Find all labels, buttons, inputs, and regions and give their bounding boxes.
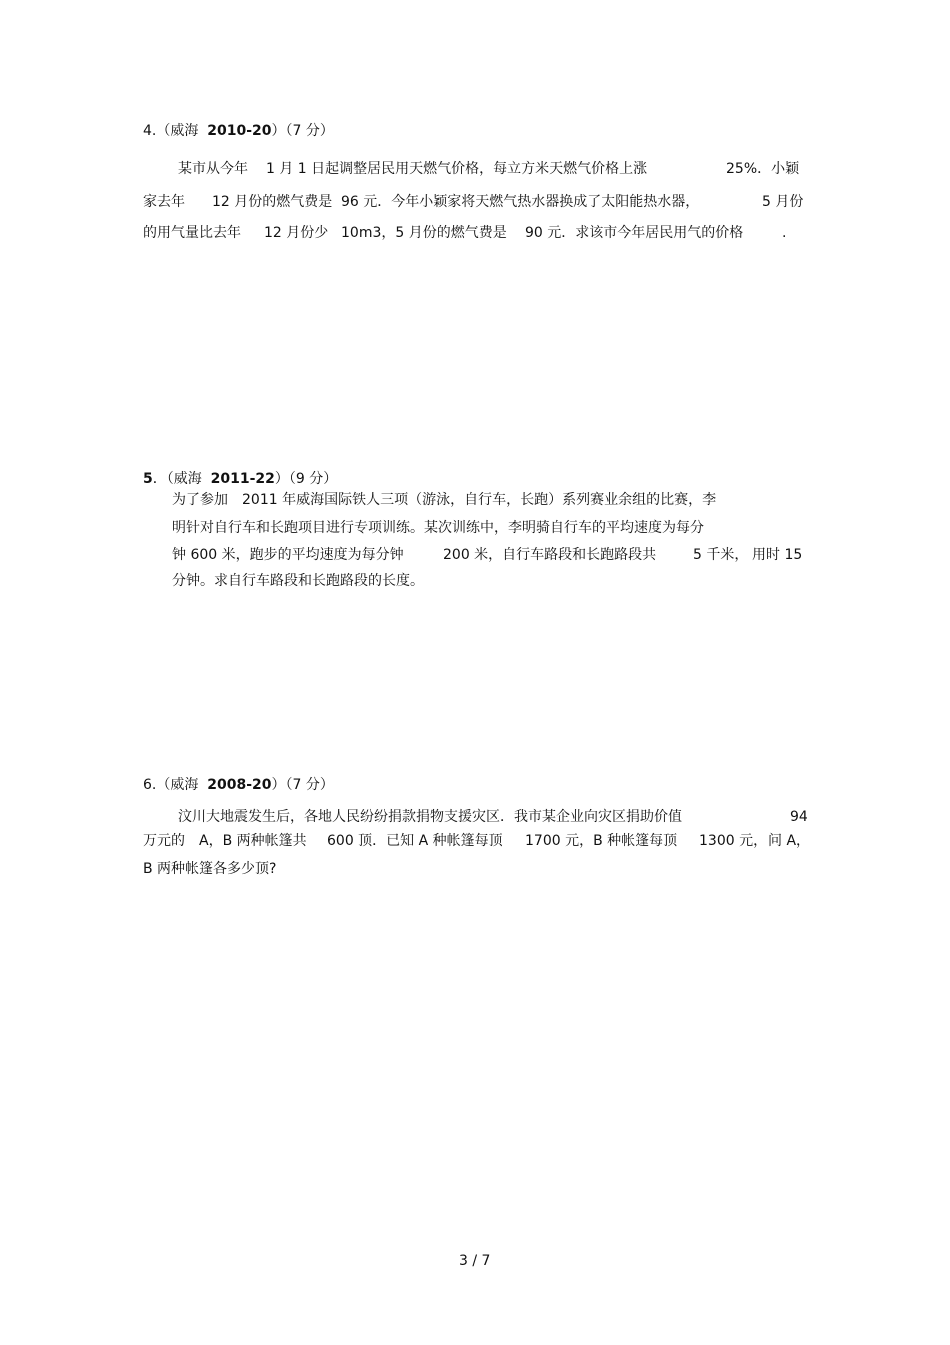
q4-line3a: 的用气量比去年 <box>143 225 241 241</box>
q5-line3c: 5 千米， <box>693 547 749 563</box>
q6-line2c: 600 顶．已知 A 种帐篷每顶 <box>327 833 503 849</box>
q4-line2d: 5 月份 <box>762 194 804 210</box>
q5-header <box>143 470 337 488</box>
q4-line3c: 10m3，5 月份的燃气费是 <box>341 225 507 241</box>
q6-line1a: 汶川大地震发生后，各地人民纷纷捐款捐物支援灾区．我市某企业向灾区捐助价值 <box>178 809 682 825</box>
q5-line1: 为了参加 2011 年威海国际铁人三项（游泳，自行车，长跑）系列赛业余组的比赛，李 <box>172 492 717 508</box>
q6-source-close: ）（7 分） <box>271 777 334 793</box>
q4-line1c: 25%．小颖 <box>726 161 800 177</box>
q5-source-open: ．（威海 <box>152 471 202 487</box>
q6-line2e: 1300 元， <box>699 833 768 849</box>
q6-line3: B 两种帐篷各多少顶? <box>143 861 277 877</box>
q6-code: 2008-20 <box>207 777 272 793</box>
q4-source-close: ）（7 分） <box>271 123 334 139</box>
q4-line1b: 1 月 1 日起调整居民用天燃气价格，每立方米天燃气价格上涨 <box>266 161 648 177</box>
q4-number: 4. <box>143 123 157 139</box>
q6-source-open: （威海 <box>156 777 199 793</box>
q6-line2b: A，B 两种帐篷共 <box>199 833 307 849</box>
q4-line3b: 12 月份少 <box>264 225 329 241</box>
q4-line2b: 12 月份的燃气费是 <box>212 194 333 210</box>
page-number: 3 / 7 <box>459 1253 491 1269</box>
q4-source-open: （威海 <box>156 123 199 139</box>
q6-line2a: 万元的 <box>143 833 185 849</box>
q5-source-close: ）（9 分） <box>274 471 338 487</box>
q4-header <box>143 122 334 140</box>
q4-line3d: 90 元．求该市今年居民用气的价格 <box>525 225 744 241</box>
q4-line2a: 家去年 <box>143 194 185 210</box>
q5-line3b: 200 米，自行车路段和长跑路段共 <box>443 547 657 563</box>
q4-line2c: 96 元．今年小颖家将天燃气热水器换成了太阳能热水器， <box>341 194 700 210</box>
q6-line2f: 问 A， <box>768 833 811 849</box>
q5-line3a: 钟 600 米，跑步的平均速度为每分钟 <box>172 547 404 563</box>
q6-number: 6. <box>143 777 157 793</box>
q5-line4: 分钟。求自行车路段和长跑路段的长度。 <box>172 573 424 589</box>
q6-header <box>143 776 334 794</box>
q4-line1a: 某市从今年 <box>178 161 248 177</box>
q5-line3d: 用时 15 <box>752 547 803 563</box>
q5-number: 5 <box>143 471 153 487</box>
q6-line2d: 1700 元，B 种帐篷每顶 <box>525 833 678 849</box>
q6-line1b: 94 <box>790 809 808 825</box>
q4-line3e: . <box>782 225 787 241</box>
q5-code: 2011-22 <box>210 471 275 487</box>
q4-code: 2010-20 <box>207 123 272 139</box>
q5-line2: 明针对自行车和长跑项目进行专项训练。某次训练中，李明骑自行车的平均速度为每分 <box>172 520 704 536</box>
